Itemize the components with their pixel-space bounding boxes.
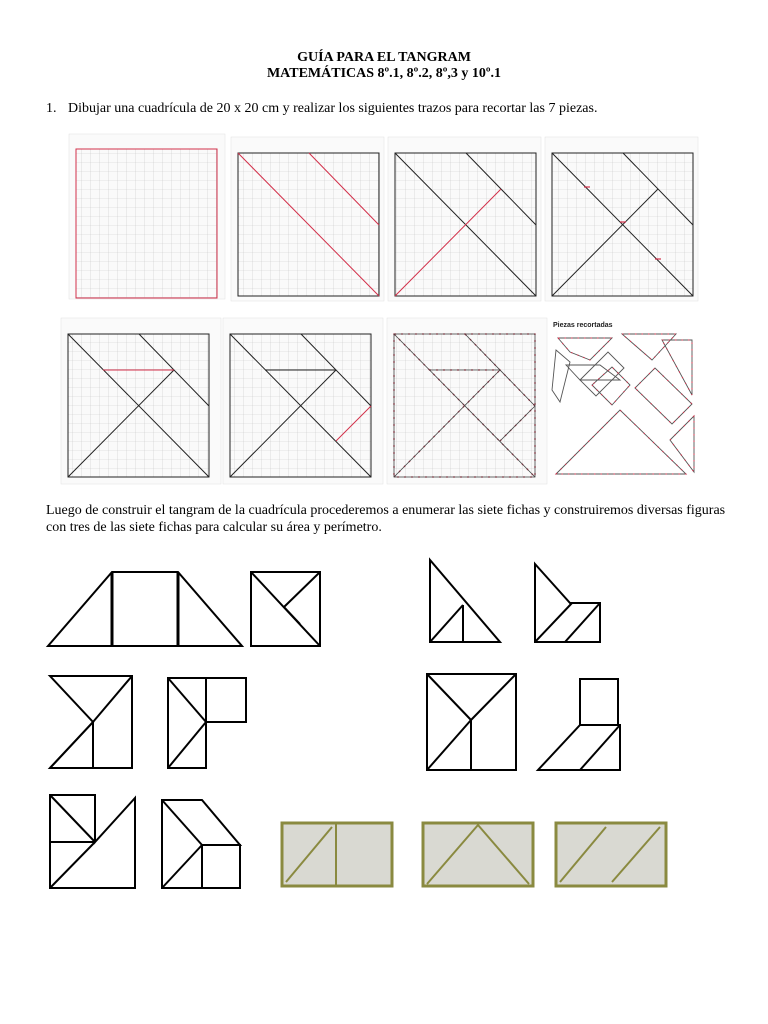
- drawing-6: [223, 318, 383, 484]
- drawing-2: [231, 137, 384, 301]
- figure-square-diagonals: [251, 572, 320, 646]
- figure-trapezoid: [48, 572, 242, 646]
- step-number: 1.: [46, 101, 57, 116]
- rectangle-figure-2: [423, 823, 533, 886]
- drawing-7: [387, 318, 547, 484]
- figure-pentagon: [50, 795, 135, 888]
- rectangle-figure-1: [282, 823, 392, 886]
- drawing-4: [545, 137, 698, 301]
- figure-arrow-shape: [50, 676, 132, 768]
- figure-l-shape: [538, 679, 620, 770]
- drawing-3: [388, 137, 541, 301]
- cut-pieces-label: Piezas recortadas: [553, 322, 613, 329]
- figure-triangle-square: [168, 678, 246, 768]
- step-text: Dibujar una cuadrícula de 20 x 20 cm y realizar los siguientes trazos para recortar las 7 piezas.: [68, 101, 598, 116]
- instruction-paragraph: Luego de construir el tangram de la cuadrícula procederemos a enumerar las siete fichas y construiremos diversas figuras con tres de las siete fichas para calcular su área y perímetro.: [46, 503, 726, 535]
- figure-angled-shape: [535, 564, 600, 642]
- cut-pieces: [552, 334, 694, 474]
- figure-parallelogram-square: [162, 800, 240, 888]
- page-title: GUÍA PARA EL TANGRAM: [297, 50, 471, 65]
- figure-large-square-triangles: [427, 674, 516, 770]
- drawing-5: [61, 318, 221, 484]
- figure-tall-triangle: [430, 560, 500, 642]
- page-subtitle: MATEMÁTICAS 8º.1, 8º.2, 8º,3 y 10º.1: [266, 66, 502, 81]
- rectangle-figure-3: [556, 823, 666, 886]
- drawing-1: [69, 134, 225, 299]
